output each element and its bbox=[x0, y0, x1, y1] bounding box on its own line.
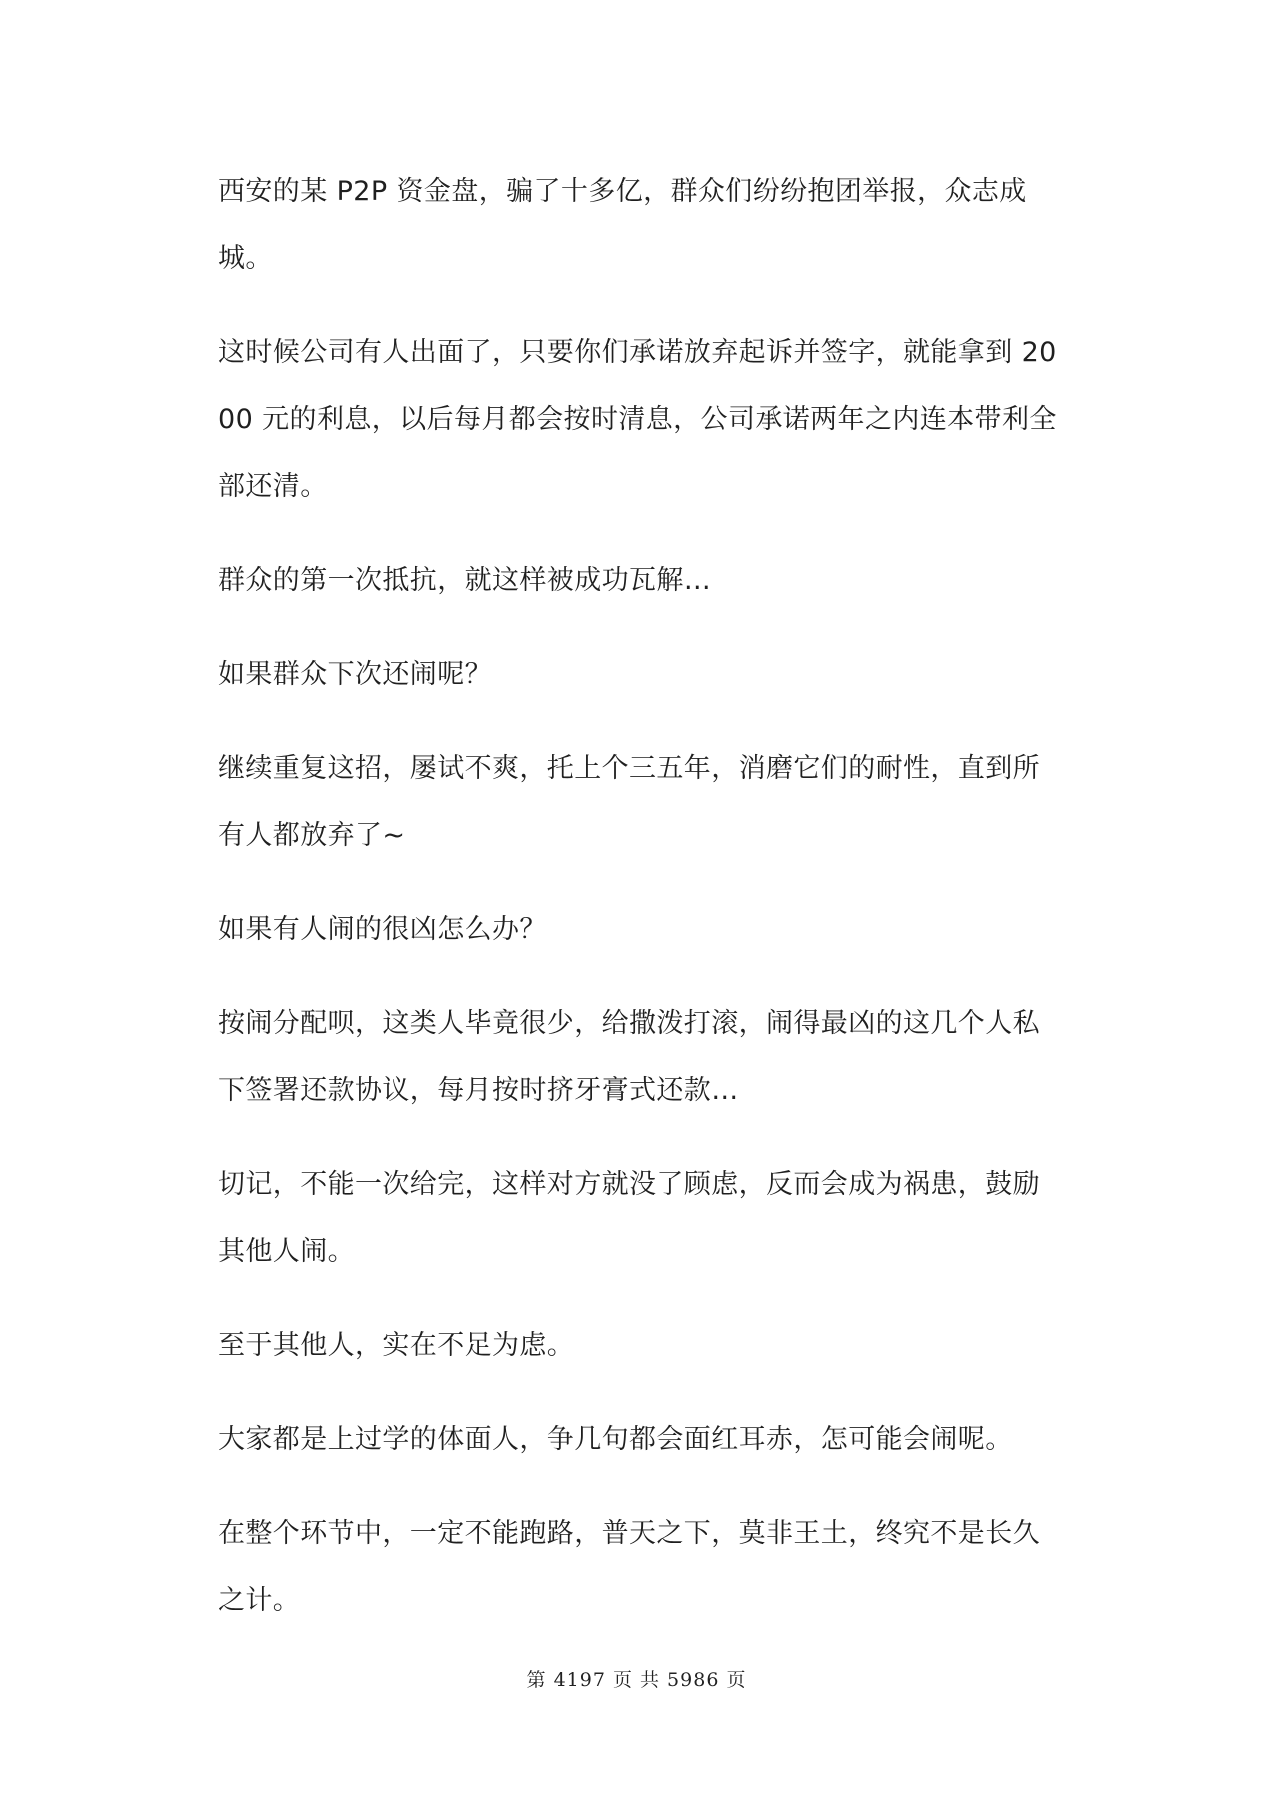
paragraph: 这时候公司有人出面了，只要你们承诺放弃起诉并签字，就能拿到 2000 元的利息，以后每月都会按时清息，公司承诺两年之内连本带利全部还清。 bbox=[218, 337, 1057, 502]
paragraph: 按闹分配呗，这类人毕竟很少，给撒泼打滚，闹得最凶的这几个人私下签署还款协议，每月按时挤牙膏式还款… bbox=[218, 1008, 1040, 1106]
paragraph: 如果有人闹的很凶怎么办？ bbox=[218, 914, 547, 945]
paragraph: 如果群众下次还闹呢？ bbox=[218, 659, 492, 690]
paragraph: 继续重复这招，屡试不爽，托上个三五年，消磨它们的耐性，直到所有人都放弃了~ bbox=[218, 753, 1040, 851]
article-body bbox=[218, 158, 1066, 1661]
paragraph: 群众的第一次抵抗，就这样被成功瓦解… bbox=[218, 565, 712, 596]
page-number-footer: 第 4197 页 共 5986 页 bbox=[526, 1669, 747, 1691]
paragraph: 至于其他人，实在不足为虑。 bbox=[218, 1330, 575, 1361]
paragraph: 在整个环节中，一定不能跑路，普天之下，莫非王土，终究不是长久之计。 bbox=[218, 1518, 1040, 1616]
paragraph: 大家都是上过学的体面人，争几句都会面红耳赤，怎可能会闹呢。 bbox=[218, 1424, 1013, 1455]
paragraph: 切记，不能一次给完，这样对方就没了顾虑，反而会成为祸患，鼓励其他人闹。 bbox=[218, 1169, 1040, 1267]
paragraph: 西安的某 P2P 资金盘，骗了十多亿，群众们纷纷抱团举报，众志成城。 bbox=[218, 176, 1027, 274]
